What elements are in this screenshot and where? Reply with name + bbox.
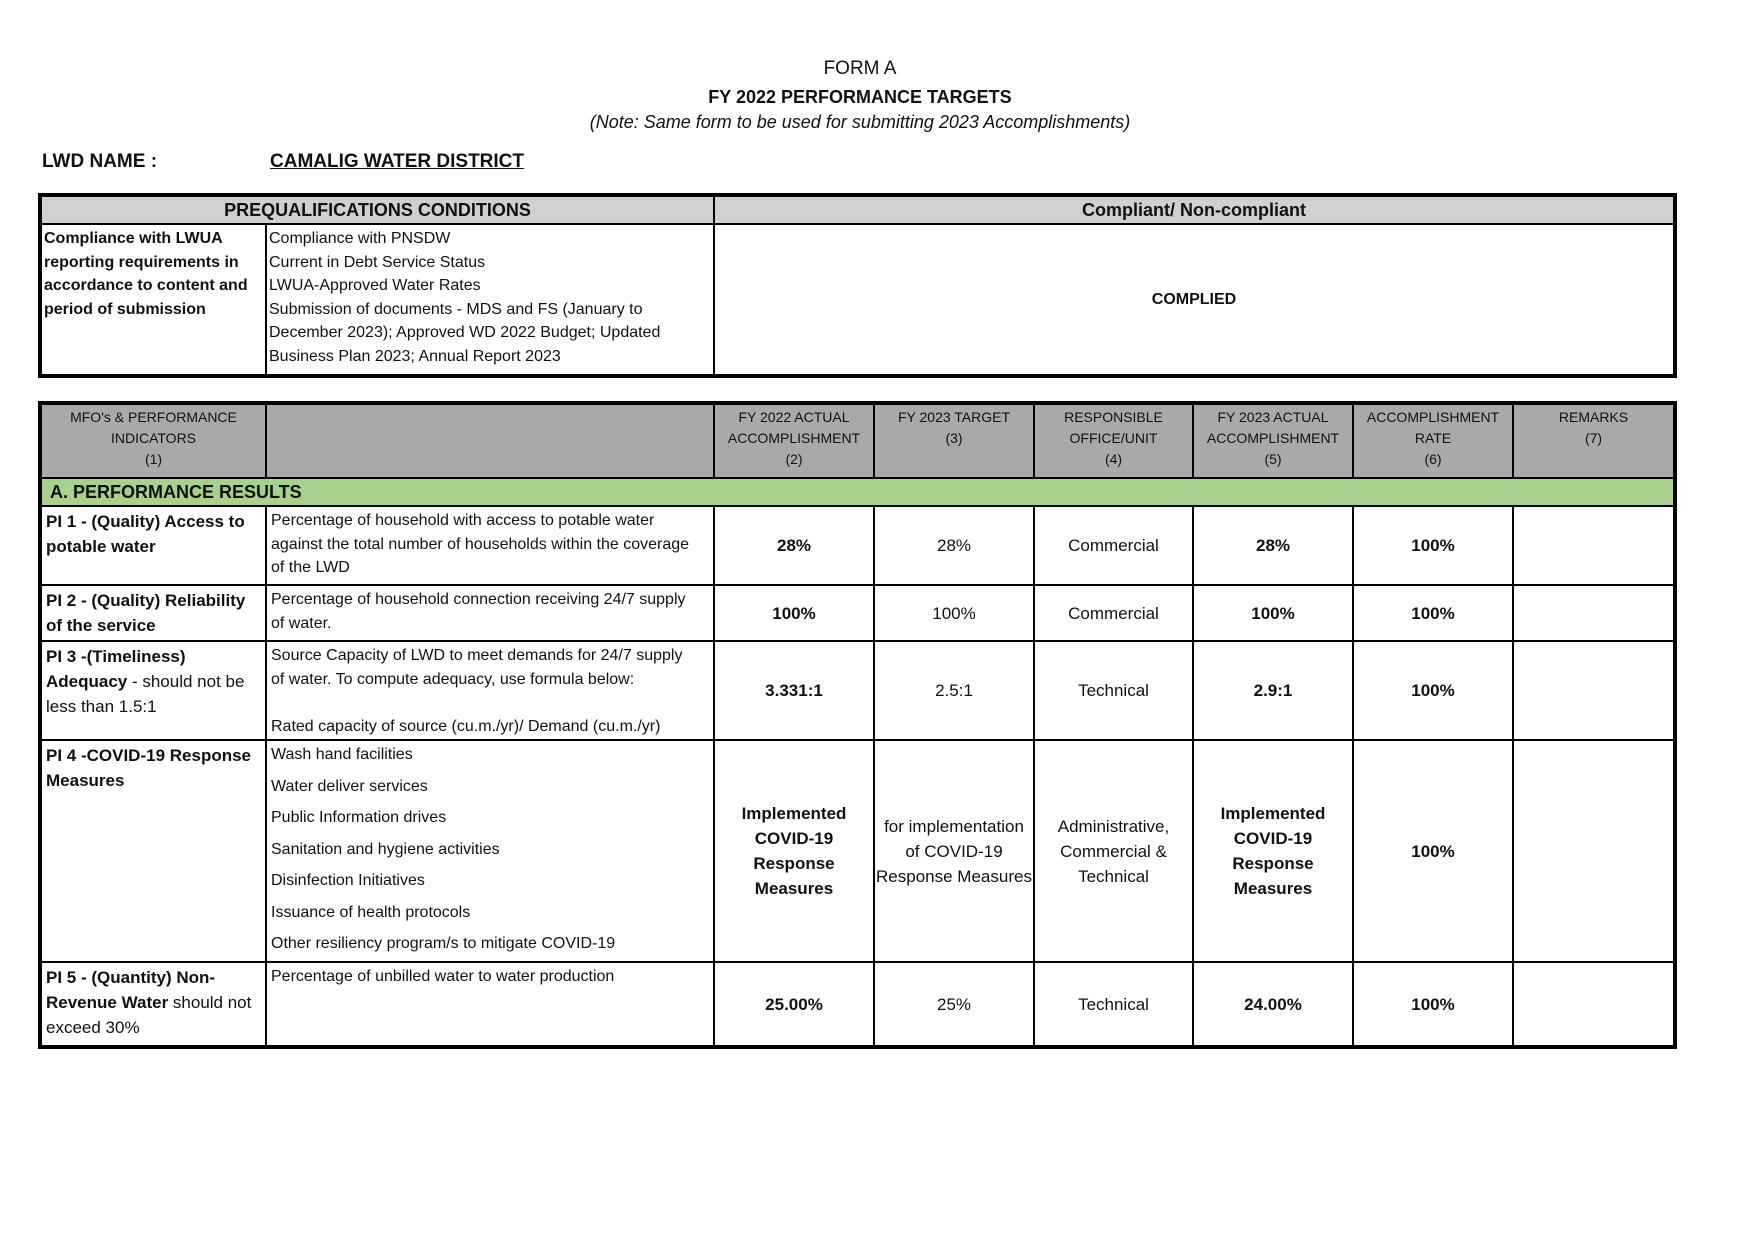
- section-row: [40, 478, 1675, 506]
- header-line: (1): [144, 451, 163, 467]
- fy2023-target-cell: 2.5:1: [874, 641, 1034, 740]
- fy2023-actual-cell: Implemented COVID-19 Response Measures: [1193, 740, 1353, 962]
- header-line: ACCOMPLISHMENT: [1366, 409, 1500, 425]
- fy2023-actual-cell: 28%: [1193, 506, 1353, 585]
- indicator-name: [40, 506, 266, 585]
- description-line: Public Information drives: [271, 809, 447, 826]
- indicator-name-bold: PI 3 -(Timeliness) Adequacy: [46, 647, 186, 691]
- table-row: [40, 506, 1675, 585]
- header-line: REMARKS: [1558, 409, 1629, 425]
- indicator-name: [40, 740, 266, 962]
- prequalification-category-line: reporting requirements in: [44, 253, 239, 271]
- description-line: Rated capacity of source (cu.m./yr)/ Demand (cu.m./yr): [271, 717, 661, 735]
- indicator-name: [40, 585, 266, 641]
- header-line: (7): [1584, 430, 1603, 446]
- column-header-mfo: [40, 403, 266, 478]
- table-header-row: [40, 403, 1675, 478]
- lwd-name-label: LWD NAME :: [42, 151, 158, 172]
- prequalification-item: Compliance with PNSDW: [269, 230, 451, 247]
- fy2023-target-cell: 25%: [874, 962, 1034, 1047]
- indicator-name-bold: PI 4 -COVID-19 Response Measures: [46, 746, 252, 790]
- prequalification-item: Current in Debt Service Status: [269, 253, 486, 271]
- rate-cell: 100%: [1353, 740, 1513, 962]
- column-header-rate: [1353, 403, 1513, 478]
- header-line: (5): [1264, 451, 1282, 467]
- description-line: Percentage of unbilled water to water production: [271, 968, 615, 985]
- prequalification-header: PREQUALIFICATIONS CONDITIONS: [40, 195, 714, 224]
- description-line: of the LWD: [271, 559, 350, 576]
- description-line: Other resiliency program/s to mitigate COVID-19: [271, 935, 616, 952]
- rate-cell: 100%: [1353, 585, 1513, 641]
- remarks-cell: [1513, 740, 1675, 962]
- rate-cell: 100%: [1353, 506, 1513, 585]
- header-line: OFFICE/UNIT: [1069, 430, 1158, 446]
- fy2023-target-cell: for implementation of COVID-19 Response Measures: [874, 740, 1034, 962]
- page-note: (Note: Same form to be used for submitting 2023 Accomplishments): [589, 112, 1131, 132]
- remarks-cell: [1513, 506, 1675, 585]
- prequalification-table: [38, 193, 1677, 378]
- column-header-fy2022-actual: [714, 403, 874, 478]
- prequalification-category-line: period of submission: [44, 300, 206, 318]
- header-line: FY 2022 ACTUAL: [738, 409, 850, 425]
- indicator-description: [266, 585, 714, 641]
- header-line: ACCOMPLISHMENT: [727, 430, 861, 446]
- description-line: Percentage of household with access to potable water: [271, 512, 655, 529]
- compliance-header: Compliant/ Non-compliant: [714, 195, 1675, 224]
- form-label: FORM A: [823, 58, 897, 79]
- prequalification-item: Business Plan 2023; Annual Report 2023: [269, 347, 561, 365]
- description-line: Source Capacity of LWD to meet demands for 24/7 supply: [271, 647, 683, 664]
- fy2023-actual-cell: 2.9:1: [1193, 641, 1353, 740]
- table-row: [40, 740, 1675, 962]
- fy2023-actual-cell: 24.00%: [1193, 962, 1353, 1047]
- description-line: Issuance of health protocols: [271, 903, 471, 921]
- column-header-fy2023-target: [874, 403, 1034, 478]
- section-title: A. PERFORMANCE RESULTS: [40, 478, 1675, 506]
- prequalification-category: [40, 224, 266, 376]
- fy2023-target-cell: 28%: [874, 506, 1034, 585]
- fy2023-target-cell: 100%: [874, 585, 1034, 641]
- column-header-description: [266, 403, 714, 478]
- fy2023-actual-cell: 100%: [1193, 585, 1353, 641]
- fy2022-actual-cell: Implemented COVID-19 Response Measures: [714, 740, 874, 962]
- header-line: (4): [1104, 451, 1123, 467]
- fy2022-actual-cell: 25.00%: [714, 962, 874, 1047]
- fy2022-actual-cell: 28%: [714, 506, 874, 585]
- indicator-description: [266, 641, 714, 740]
- responsible-cell: Commercial: [1034, 506, 1193, 585]
- table-row: [40, 641, 1675, 740]
- lwd-name-value: CAMALIG WATER DISTRICT: [270, 151, 525, 172]
- description-line: Sanitation and hygiene activities: [271, 840, 500, 858]
- prequalification-category-line: accordance to content and: [44, 277, 248, 294]
- column-header-responsible: [1034, 403, 1193, 478]
- indicator-name-rest: should not exceed 30%: [46, 993, 252, 1037]
- page-title: FY 2022 PERFORMANCE TARGETS: [708, 87, 1012, 107]
- prequalification-category-line: Compliance with LWUA: [44, 230, 223, 247]
- header-line: FY 2023 ACTUAL: [1217, 409, 1329, 425]
- table-row: [40, 962, 1675, 1047]
- fy2022-actual-cell: 100%: [714, 585, 874, 641]
- responsible-cell: Administrative, Commercial & Technical: [1034, 740, 1193, 962]
- prequalification-item: December 2023); Approved WD 2022 Budget; Updated: [269, 324, 661, 341]
- rate-cell: 100%: [1353, 962, 1513, 1047]
- header-line: ACCOMPLISHMENT: [1206, 430, 1340, 446]
- indicator-name-bold: PI 2 - (Quality) Reliability of the service: [46, 591, 246, 635]
- indicator-description: [266, 962, 714, 1047]
- performance-table: [38, 401, 1677, 1049]
- prequalification-item: Submission of documents - MDS and FS (January to: [269, 300, 643, 318]
- header-line: INDICATORS: [110, 430, 197, 446]
- indicator-name: [40, 641, 266, 740]
- header-line: (2): [785, 451, 803, 467]
- description-line: against the total number of households within the coverage: [271, 535, 690, 553]
- remarks-cell: [1513, 641, 1675, 740]
- description-line: Percentage of household connection receiving 24/7 supply: [271, 591, 686, 608]
- prequalification-item: LWUA-Approved Water Rates: [269, 277, 481, 294]
- prequalification-items: [266, 224, 714, 376]
- fy2022-actual-cell: 3.331:1: [714, 641, 874, 740]
- description-line: Disinfection Initiatives: [271, 872, 425, 889]
- compliance-status: COMPLIED: [714, 224, 1675, 376]
- header-line: FY 2023 TARGET: [897, 409, 1011, 425]
- indicator-name-rest: - should not be less than 1.5:1: [46, 672, 245, 716]
- indicator-description: [266, 506, 714, 585]
- responsible-cell: Technical: [1034, 962, 1193, 1047]
- header-line: MFO's & PERFORMANCE: [70, 409, 237, 425]
- header-line: (6): [1424, 451, 1442, 467]
- indicator-name-bold: PI 1 - (Quality) Access to potable water: [46, 512, 245, 556]
- indicator-name: [40, 962, 266, 1047]
- description-line: [271, 691, 711, 715]
- description-line: of water. To compute adequacy, use formula below:: [271, 670, 635, 688]
- description-line: Wash hand facilities: [271, 746, 413, 763]
- header-line: RATE: [1414, 430, 1452, 446]
- description-line: Water deliver services: [271, 777, 428, 795]
- responsible-cell: Commercial: [1034, 585, 1193, 641]
- remarks-cell: [1513, 585, 1675, 641]
- header-line: (3): [945, 430, 963, 446]
- column-header-fy2023-actual: [1193, 403, 1353, 478]
- indicator-name-bold: PI 5 - (Quantity) Non-Revenue Water: [46, 968, 216, 1012]
- column-header-remarks: [1513, 403, 1675, 478]
- remarks-cell: [1513, 962, 1675, 1047]
- indicator-description: [266, 740, 714, 962]
- rate-cell: 100%: [1353, 641, 1513, 740]
- table-row: [40, 585, 1675, 641]
- header-line: RESPONSIBLE: [1064, 409, 1163, 425]
- description-line: of water.: [271, 614, 332, 632]
- responsible-cell: Technical: [1034, 641, 1193, 740]
